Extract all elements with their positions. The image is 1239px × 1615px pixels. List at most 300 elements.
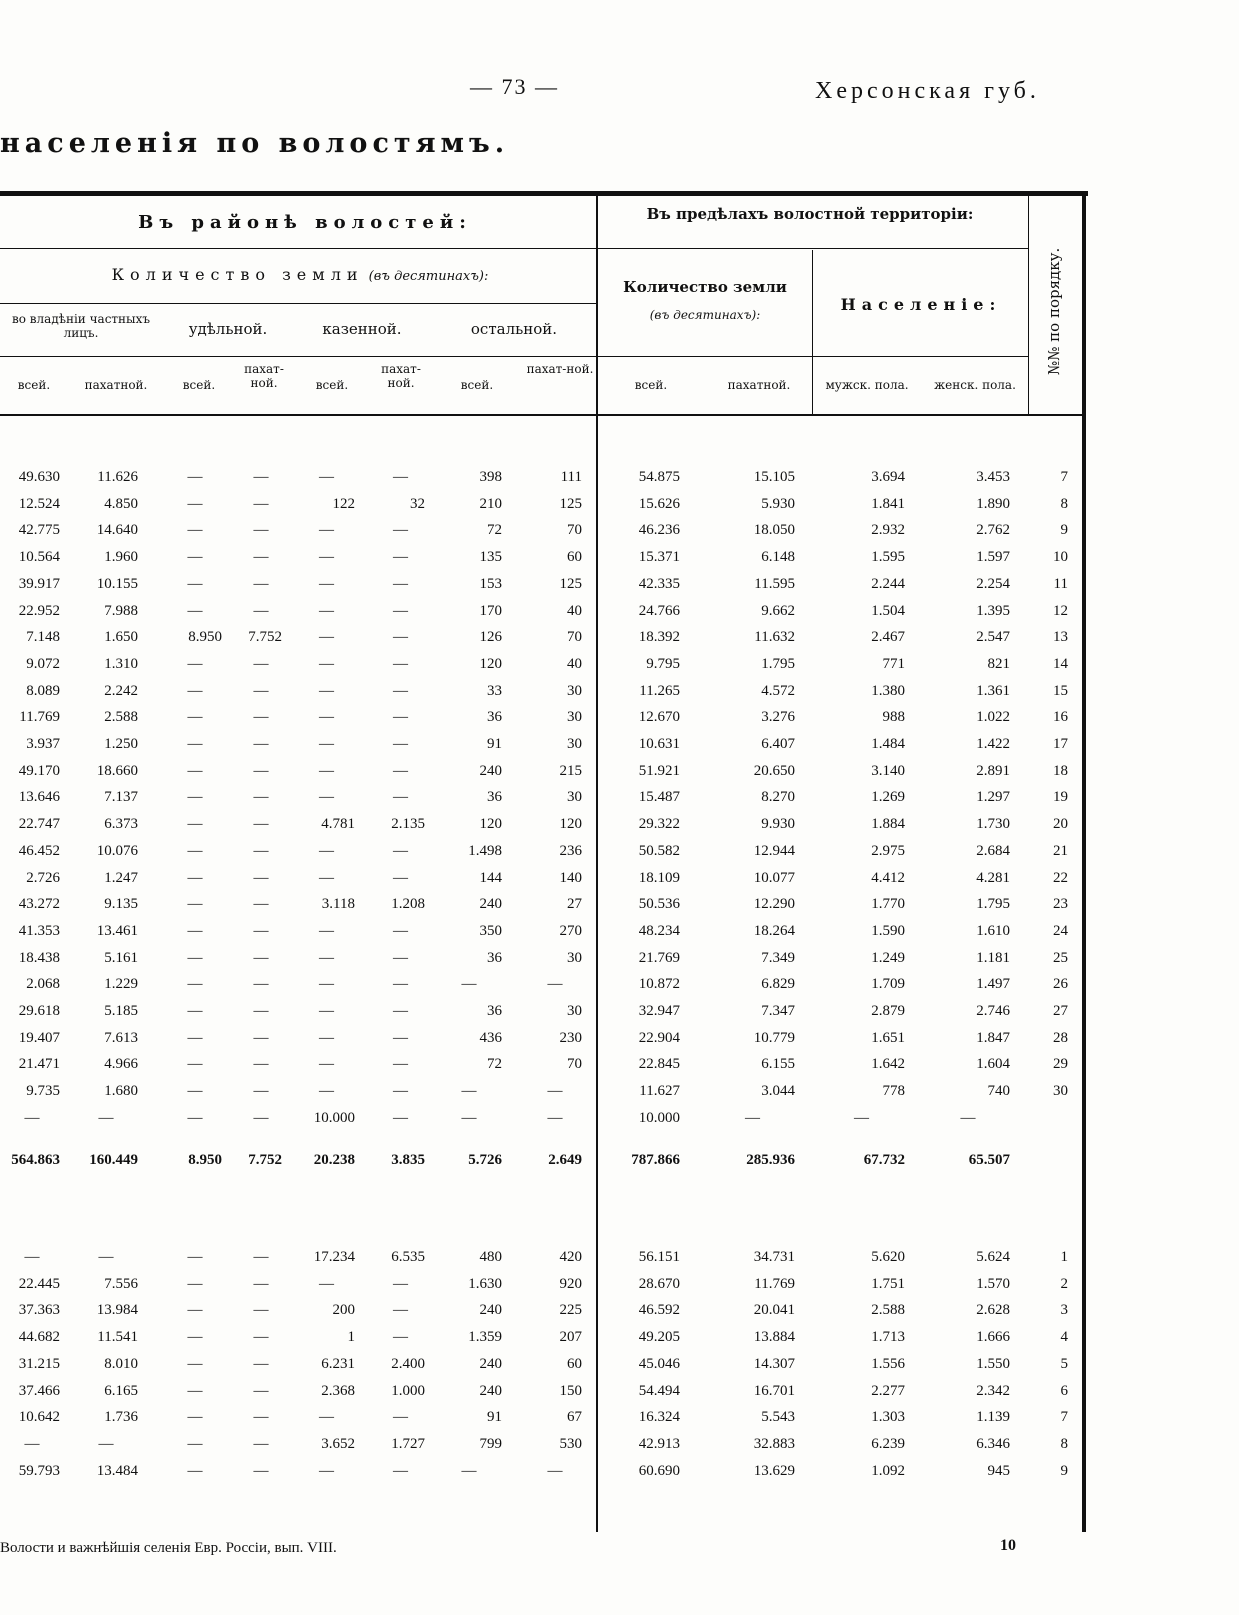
- table-cell: 15.487: [638, 789, 680, 806]
- table-cell: —: [187, 1329, 203, 1346]
- table-cell: 27: [1053, 1003, 1068, 1019]
- table-cell: 46.592: [638, 1302, 680, 1319]
- table-cell: 215: [559, 762, 582, 779]
- page-number: — 73 —: [470, 74, 559, 99]
- table-cell: 13.629: [753, 1462, 795, 1479]
- table-cell: 270: [559, 922, 582, 939]
- table-cell: —: [253, 1275, 269, 1292]
- table-cell: —: [98, 1249, 114, 1265]
- table-cell: —: [319, 469, 334, 485]
- table-cell: —: [187, 1029, 203, 1046]
- table-cell: 2.975: [871, 842, 905, 859]
- table-cell: —: [98, 1109, 114, 1126]
- table-cell: 1.000: [391, 1382, 425, 1399]
- table-cell: 10.642: [18, 1409, 60, 1426]
- table-cell: 799: [479, 1435, 502, 1452]
- table-cell: —: [253, 896, 269, 913]
- table-cell: 6.373: [104, 816, 138, 833]
- table-cell: —: [461, 1462, 477, 1479]
- right-land-label: Количество земли: [623, 278, 787, 296]
- table-cell: —: [319, 1083, 334, 1100]
- table-cell: 2.762: [976, 522, 1010, 539]
- sub-all: всей.: [460, 378, 494, 392]
- table-cell: 9.135: [104, 896, 138, 913]
- table-cell: 16.324: [638, 1409, 680, 1426]
- table-cell: 821: [987, 655, 1010, 672]
- table-cell: 27: [567, 896, 582, 913]
- table-cell: 2.368: [321, 1382, 355, 1399]
- table-cell: 10.000: [313, 1109, 355, 1126]
- table-cell: 13.461: [96, 922, 138, 939]
- table-cell: 3.044: [761, 1083, 795, 1100]
- table-cell: 240: [479, 1302, 502, 1319]
- table-cell: 120: [479, 816, 502, 833]
- table-cell: 9: [1060, 522, 1068, 539]
- table-cell: 22.952: [18, 602, 60, 619]
- table-cell: —: [319, 762, 334, 779]
- table-cell: 1.770: [871, 896, 905, 913]
- table-cell: 6.165: [104, 1382, 138, 1399]
- table-cell: 20.650: [753, 762, 795, 779]
- table-cell: —: [319, 1409, 334, 1426]
- table-cell: —: [393, 1329, 408, 1346]
- col-ostal-header: остальной.: [470, 320, 558, 338]
- table-cell: 207: [559, 1329, 582, 1346]
- table-cell: —: [253, 682, 269, 699]
- table-cell: 10: [1053, 549, 1068, 566]
- table-cell: 4.850: [104, 495, 138, 512]
- table-cell: 40: [567, 655, 582, 672]
- table-cell: 10.076: [96, 842, 138, 859]
- table-cell: —: [253, 1435, 269, 1452]
- table-cell: 9.735: [26, 1083, 60, 1100]
- table-cell: —: [461, 976, 477, 993]
- table-cell: —: [24, 1249, 40, 1265]
- table-cell: —: [253, 655, 269, 672]
- table-cell: 144: [479, 869, 502, 886]
- table-cell: 42.335: [638, 575, 680, 592]
- table-cell: —: [319, 976, 334, 993]
- table-cell: 7.988: [104, 602, 138, 619]
- table-cell: —: [253, 762, 269, 779]
- table-cell: 13.984: [96, 1302, 138, 1319]
- table-cell: 40: [567, 602, 582, 619]
- sub-male: мужск. пола.: [825, 378, 909, 392]
- table-cell: 19: [1053, 789, 1068, 806]
- table-cell: 11.769: [754, 1275, 795, 1292]
- table-cell: —: [319, 575, 334, 592]
- table-cell: 1.269: [871, 789, 905, 806]
- table-cell: 2.342: [976, 1382, 1010, 1399]
- table-cell: 24: [1053, 922, 1068, 939]
- table-cell: —: [393, 1275, 408, 1292]
- table-cell: —: [253, 949, 269, 966]
- table-cell: 1.361: [976, 682, 1010, 699]
- table-cell: 1.303: [871, 1409, 905, 1426]
- table-cell: 1.597: [976, 549, 1010, 566]
- table-cell: —: [253, 709, 269, 726]
- table-cell: 18.264: [753, 922, 795, 939]
- table-cell: 33: [487, 682, 502, 699]
- table-cell: —: [319, 1003, 334, 1019]
- table-cell: 1.484: [871, 736, 905, 752]
- table-cell: —: [393, 655, 408, 672]
- table-cell: 200: [332, 1302, 355, 1319]
- table-cell: —: [393, 789, 408, 806]
- table-cell: —: [187, 896, 203, 913]
- table-cell: 920: [559, 1275, 582, 1292]
- sub-female: женск. пола.: [934, 378, 1016, 392]
- table-cell: 91: [487, 1409, 502, 1426]
- table-cell: 6.155: [761, 1056, 795, 1073]
- table-cell: 1.590: [871, 922, 905, 939]
- table-cell: 988: [882, 709, 905, 726]
- table-cell: 2.254: [976, 575, 1010, 592]
- table-cell: 11.627: [639, 1083, 680, 1100]
- table-cell: 945: [987, 1462, 1010, 1479]
- table-cell: 3.276: [761, 709, 795, 726]
- table-cell: —: [187, 1435, 203, 1452]
- table-cell: 11.265: [639, 682, 680, 699]
- table-cell: 150: [559, 1382, 582, 1399]
- table-cell: 1.181: [976, 949, 1010, 966]
- table-cell: 5: [1060, 1355, 1068, 1372]
- table-cell: 1.610: [976, 922, 1010, 939]
- table-cell: —: [187, 655, 203, 672]
- table-cell: 7.349: [761, 949, 795, 966]
- table-cell: —: [187, 495, 203, 512]
- table-cell: 564.863: [11, 1152, 60, 1168]
- table-cell: 5.185: [104, 1003, 138, 1019]
- table-cell: 13.884: [753, 1329, 795, 1346]
- table-cell: 1.247: [104, 869, 138, 886]
- table-cell: 1.092: [871, 1462, 905, 1479]
- table-cell: —: [393, 869, 408, 886]
- table-cell: 120: [479, 655, 502, 672]
- table-cell: 11.595: [754, 575, 795, 592]
- table-cell: 22: [1053, 869, 1068, 886]
- table-cell: 30: [1053, 1083, 1068, 1100]
- table-cell: 12.944: [753, 842, 795, 859]
- table-cell: —: [393, 1462, 408, 1479]
- table-cell: 7.752: [248, 629, 282, 646]
- table-cell: 50.536: [638, 896, 680, 913]
- table-cell: —: [187, 469, 203, 485]
- table-cell: —: [319, 842, 334, 859]
- table-cell: 126: [479, 629, 502, 646]
- table-cell: —: [319, 1462, 334, 1479]
- table-cell: 2.891: [976, 762, 1010, 779]
- table-cell: 2.242: [104, 682, 138, 699]
- table-cell: —: [187, 709, 203, 726]
- table-cell: 10.155: [96, 575, 138, 592]
- table-cell: —: [319, 682, 334, 699]
- table-cell: —: [319, 629, 334, 646]
- table-cell: —: [187, 736, 203, 752]
- table-cell: 14: [1053, 655, 1068, 672]
- table-cell: 1.550: [976, 1355, 1010, 1372]
- table-cell: —: [393, 629, 408, 646]
- table-cell: 9.072: [26, 655, 60, 672]
- table-cell: 170: [479, 602, 502, 619]
- table-cell: —: [187, 1462, 203, 1479]
- table-cell: 11.541: [97, 1329, 138, 1346]
- table-cell: 15.105: [753, 469, 795, 485]
- table-cell: 12: [1053, 602, 1068, 619]
- table-cell: —: [253, 575, 269, 592]
- table-cell: 49.170: [18, 762, 60, 779]
- land-quantity-label: Количество земли: [111, 265, 364, 284]
- table-cell: 140: [559, 869, 582, 886]
- table-cell: 20.238: [313, 1152, 355, 1168]
- table-cell: 13.646: [18, 789, 60, 806]
- table-cell: 1.642: [871, 1056, 905, 1073]
- table-cell: —: [393, 762, 408, 779]
- table-cell: —: [253, 1083, 269, 1100]
- table-cell: —: [319, 522, 334, 539]
- table-cell: —: [253, 922, 269, 939]
- table-cell: 2.684: [976, 842, 1010, 859]
- table-cell: 1.595: [871, 549, 905, 566]
- table-cell: 6.239: [871, 1435, 905, 1452]
- table-cell: 6.148: [761, 549, 795, 566]
- table-cell: —: [319, 709, 334, 726]
- table-cell: 125: [559, 575, 582, 592]
- table-cell: —: [187, 549, 203, 566]
- table-cell: 10.000: [638, 1109, 680, 1126]
- table-cell: 59.793: [18, 1462, 60, 1479]
- table-cell: 14.307: [753, 1355, 795, 1372]
- table-cell: 1.884: [871, 816, 905, 833]
- table-cell: 2.932: [871, 522, 905, 539]
- col-private-header: во владѣніи частныхъ лицъ.: [12, 312, 150, 340]
- table-cell: 42.775: [18, 522, 60, 539]
- table-cell: 42.913: [638, 1435, 680, 1452]
- table-cell: 4.412: [871, 869, 905, 886]
- sub-arable: пахат-ной.: [381, 362, 421, 390]
- table-cell: 2.726: [26, 869, 60, 886]
- table-cell: 285.936: [746, 1152, 795, 1168]
- col-kazen-header: казенной.: [322, 320, 402, 338]
- table-cell: —: [187, 575, 203, 592]
- table-cell: 25: [1053, 949, 1068, 966]
- table-cell: 120: [559, 816, 582, 833]
- table-cell: 1.497: [976, 976, 1010, 993]
- table-cell: 6.346: [976, 1435, 1010, 1452]
- table-cell: 22.845: [638, 1056, 680, 1073]
- footer-number: 10: [1000, 1537, 1016, 1554]
- table-cell: 30: [567, 736, 582, 752]
- table-cell: 480: [479, 1249, 502, 1265]
- table-cell: 11.626: [97, 469, 138, 485]
- table-cell: —: [393, 575, 408, 592]
- table-cell: 125: [559, 495, 582, 512]
- table-cell: 9: [1060, 1462, 1068, 1479]
- table-cell: —: [253, 869, 269, 886]
- table-cell: —: [253, 469, 269, 485]
- sub-all: всей.: [182, 378, 216, 392]
- table-cell: 14.640: [96, 522, 138, 539]
- table-cell: 36: [487, 789, 502, 806]
- table-cell: 2.244: [871, 575, 905, 592]
- table-cell: —: [319, 1056, 334, 1073]
- table-cell: —: [253, 1329, 269, 1346]
- footer-text: Волости и важнѣйшія селенія Евр. Россіи, вып. VIII.: [0, 1540, 337, 1556]
- table-cell: —: [393, 1409, 408, 1426]
- table-cell: 240: [479, 1382, 502, 1399]
- table-cell: 32.883: [753, 1435, 795, 1452]
- table-cell: 3.652: [321, 1435, 355, 1452]
- table-cell: 67.732: [863, 1152, 905, 1168]
- table-cell: —: [319, 1029, 334, 1046]
- table-cell: 1.841: [871, 495, 905, 512]
- table-cell: —: [253, 602, 269, 619]
- sub-arable: пахатной.: [84, 378, 148, 392]
- table-cell: —: [547, 976, 563, 993]
- table-cell: —: [319, 949, 334, 966]
- left-group-header: Въ районѣ волостей:: [138, 212, 472, 233]
- table-cell: 1.847: [976, 1029, 1010, 1046]
- table-cell: —: [393, 549, 408, 566]
- table-cell: 41.353: [18, 922, 60, 939]
- table-cell: 49.630: [18, 469, 60, 485]
- table-cell: 1: [1060, 1249, 1068, 1265]
- table-cell: 28: [1053, 1029, 1068, 1046]
- table-cell: —: [393, 1083, 408, 1100]
- table-cell: —: [319, 549, 334, 566]
- table-cell: 6: [1060, 1382, 1068, 1399]
- table-cell: 240: [479, 1355, 502, 1372]
- table-cell: 1.709: [871, 976, 905, 993]
- table-cell: 10.631: [638, 736, 680, 752]
- table-cell: 9.930: [761, 816, 795, 833]
- table-cell: 48.234: [638, 922, 680, 939]
- table-cell: —: [393, 682, 408, 699]
- table-cell: 1.310: [104, 655, 138, 672]
- table-cell: 11: [1053, 575, 1068, 592]
- table-cell: —: [319, 869, 334, 886]
- table-cell: 11.769: [19, 709, 60, 726]
- table-cell: —: [319, 922, 334, 939]
- table-cell: —: [393, 1029, 408, 1046]
- table-cell: 7.148: [26, 629, 60, 646]
- table-cell: —: [393, 522, 408, 539]
- table-cell: 22.747: [18, 816, 60, 833]
- table-cell: —: [393, 1056, 408, 1073]
- table-cell: 65.507: [968, 1152, 1010, 1168]
- table-cell: —: [253, 1029, 269, 1046]
- col-udel-header: удѣльной.: [188, 320, 268, 338]
- table-cell: 44.682: [18, 1329, 60, 1346]
- table-cell: 530: [559, 1435, 582, 1452]
- table-cell: —: [24, 1109, 40, 1126]
- table-cell: 46.452: [18, 842, 60, 859]
- sub-arable: пахатной.: [727, 378, 791, 392]
- table-cell: 15.371: [638, 549, 680, 566]
- table-cell: 30: [567, 709, 582, 726]
- table-cell: 8.270: [761, 789, 795, 806]
- table-cell: —: [319, 789, 334, 806]
- table-cell: 1.680: [104, 1083, 138, 1100]
- table-cell: 46.236: [638, 522, 680, 539]
- table-cell: 15.626: [638, 495, 680, 512]
- table-cell: —: [253, 1462, 269, 1479]
- table-cell: 153: [479, 575, 502, 592]
- table-cell: 30: [567, 949, 582, 966]
- table-cell: 787.866: [631, 1152, 680, 1168]
- table-cell: 5.620: [871, 1249, 905, 1265]
- table-cell: 19.407: [18, 1029, 60, 1046]
- table-cell: —: [187, 842, 203, 859]
- table-cell: 7.556: [104, 1275, 138, 1292]
- table-cell: —: [187, 1003, 203, 1019]
- table-cell: 72: [487, 522, 502, 539]
- table-cell: 1.359: [468, 1329, 502, 1346]
- table-cell: 18: [1053, 762, 1068, 779]
- table-cell: 60: [567, 1355, 582, 1372]
- table-cell: —: [24, 1435, 40, 1452]
- table-cell: 21: [1053, 842, 1068, 859]
- table-cell: 240: [479, 896, 502, 913]
- table-cell: —: [187, 1056, 203, 1073]
- table-cell: [978, 1108, 1068, 1128]
- right-land-unit: (въ десятинахъ):: [649, 308, 761, 322]
- table-cell: 5.624: [976, 1249, 1010, 1265]
- order-column-divider: [1028, 196, 1029, 416]
- table-cell: 3.140: [871, 762, 905, 779]
- table-cell: 36: [487, 949, 502, 966]
- table-cell: 1.139: [976, 1409, 1010, 1426]
- table-cell: 11.632: [754, 629, 795, 646]
- table-cell: 240: [479, 762, 502, 779]
- table-cell: 7.347: [761, 1003, 795, 1019]
- table-cell: 2.277: [871, 1382, 905, 1399]
- table-cell: 3.835: [391, 1152, 425, 1168]
- table-cell: 1.736: [104, 1409, 138, 1426]
- table-cell: 3.937: [26, 736, 60, 752]
- table-cell: 1.727: [391, 1435, 425, 1452]
- table-cell: —: [253, 522, 269, 539]
- table-cell: —: [187, 976, 203, 993]
- sub-all: всей.: [634, 378, 668, 392]
- table-cell: —: [393, 1109, 408, 1126]
- table-cell: —: [253, 842, 269, 859]
- table-cell: 5.543: [761, 1409, 795, 1426]
- table-cell: 236: [559, 842, 582, 859]
- table-cell: 15: [1053, 682, 1068, 699]
- table-cell: 49.205: [638, 1329, 680, 1346]
- table-cell: 45.046: [638, 1355, 680, 1372]
- table-cell: 2: [1060, 1275, 1068, 1292]
- table-cell: 4.572: [761, 682, 795, 699]
- table-cell: 13: [1053, 629, 1068, 646]
- table-cell: —: [187, 1302, 203, 1319]
- table-cell: —: [393, 1003, 408, 1019]
- table-cell: 91: [487, 736, 502, 752]
- table-cell: 2.879: [871, 1003, 905, 1019]
- table-cell: 3.453: [976, 469, 1010, 485]
- table-cell: 8.089: [26, 682, 60, 699]
- table-cell: 2.068: [26, 976, 60, 993]
- table-cell: 1.229: [104, 976, 138, 993]
- table-cell: 18.438: [18, 949, 60, 966]
- table-cell: —: [187, 762, 203, 779]
- table-cell: 2.746: [976, 1003, 1010, 1019]
- order-number-header: №№ по порядку.: [1045, 247, 1063, 375]
- table-cell: 20: [1053, 816, 1068, 833]
- table-cell: 2.649: [548, 1152, 582, 1168]
- sub-all: всей.: [315, 378, 349, 392]
